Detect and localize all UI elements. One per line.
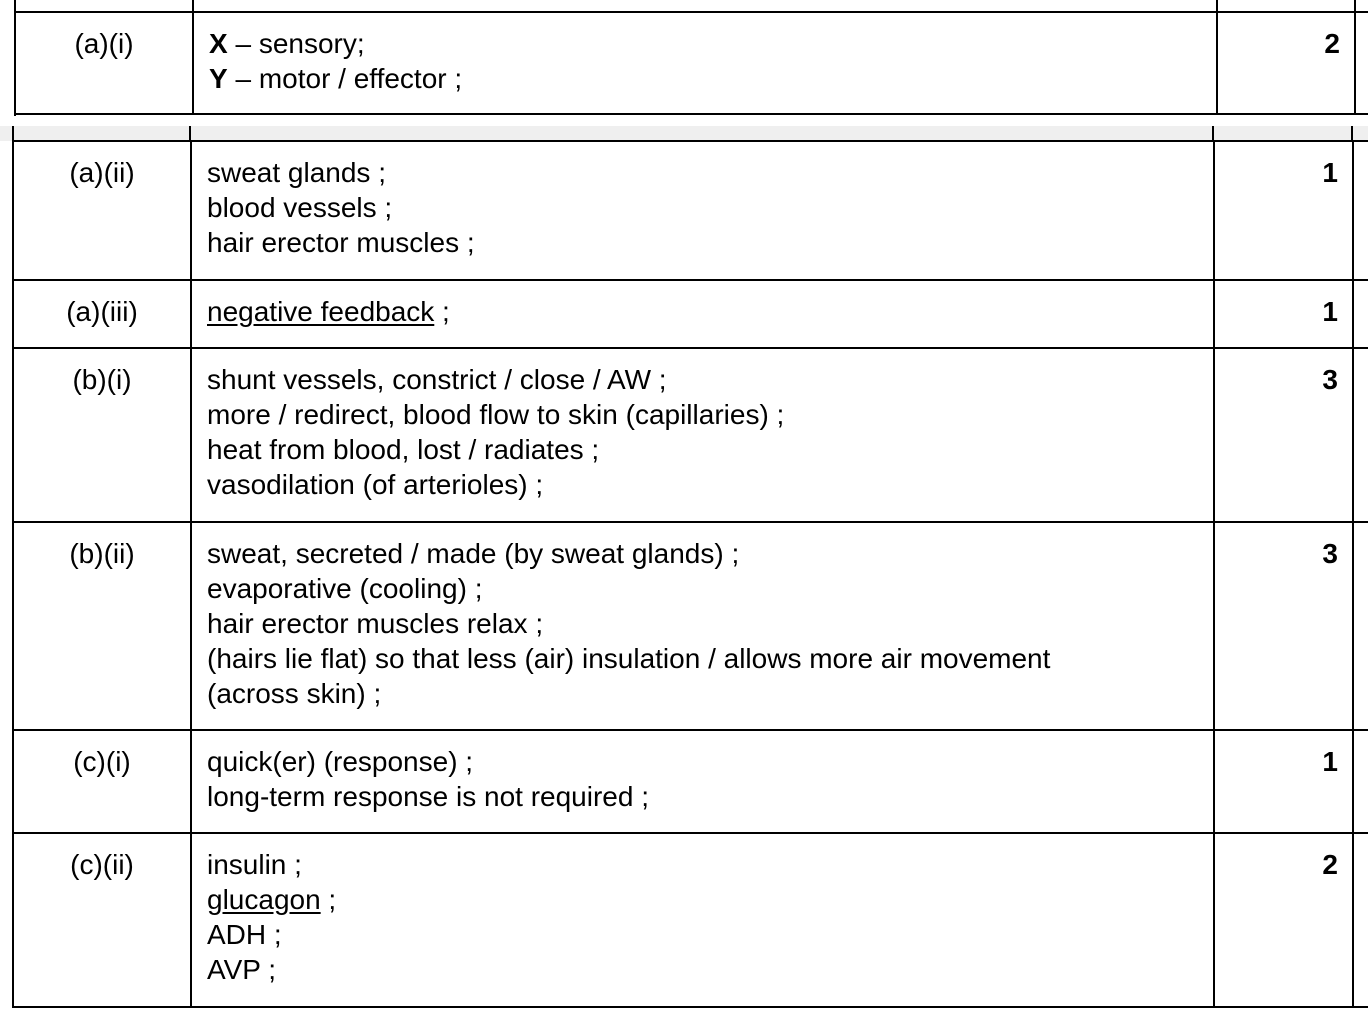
page-break-band xyxy=(0,126,1368,141)
table-row xyxy=(1,12,1368,114)
answer-line: quick(er) (response) ; xyxy=(207,746,474,777)
answer-cell xyxy=(191,141,1214,280)
answer-line: AVP ; xyxy=(207,954,277,985)
answer-line: shunt vessels, constrict / close / AW ; xyxy=(207,364,667,395)
answer-line: X – sensory; xyxy=(209,28,365,59)
answer-line: sweat, secreted / made (by sweat glands) ; xyxy=(207,538,740,569)
answer-cell xyxy=(191,348,1214,522)
mark-value: 1 xyxy=(1214,141,1353,280)
answer-line: (hairs lie flat) so that less (air) insulation / allows more air movement xyxy=(207,643,1051,674)
answer-line: (across skin) ; xyxy=(207,678,382,709)
question-number: (a)(ii) xyxy=(13,141,191,280)
answer-cell xyxy=(191,280,1214,348)
table-row xyxy=(13,280,1368,348)
answer-line: evaporative (cooling) ; xyxy=(207,573,483,604)
answer-line: ADH ; xyxy=(207,919,282,950)
answer-line: hair erector muscles ; xyxy=(207,227,475,258)
question-number: (b)(ii) xyxy=(13,522,191,730)
mark-value: 1 xyxy=(1214,280,1353,348)
answer-line: insulin ; xyxy=(207,849,302,880)
question-number: (c)(ii) xyxy=(13,833,191,1007)
mark-scheme-table xyxy=(12,140,1368,1008)
question-number: (a)(iii) xyxy=(13,280,191,348)
mark-value: 1 xyxy=(1214,730,1353,833)
answer-line: Y – motor / effector ; xyxy=(209,63,463,94)
answer-cell xyxy=(191,833,1214,1007)
question-number: (c)(i) xyxy=(13,730,191,833)
table-row xyxy=(13,348,1368,522)
table-row xyxy=(13,730,1368,833)
table-row xyxy=(13,141,1368,280)
guidance-cell xyxy=(1355,12,1368,114)
table-border-left xyxy=(14,0,16,116)
table-row-top-strip xyxy=(1,0,1368,12)
guidance-cell xyxy=(1353,730,1368,833)
key-term: glucagon xyxy=(207,884,321,915)
table-row xyxy=(13,522,1368,730)
answer-line: blood vessels ; xyxy=(207,192,393,223)
guidance-cell xyxy=(1353,348,1368,522)
mark-value: 3 xyxy=(1214,522,1353,730)
guidance-cell xyxy=(1353,833,1368,1007)
mark-scheme-table-top xyxy=(0,0,1368,115)
answer-line: negative feedback ; xyxy=(207,296,450,327)
guidance-cell xyxy=(1353,141,1368,280)
answer-line: more / redirect, blood flow to skin (capillaries) ; xyxy=(207,399,785,430)
answer-line: hair erector muscles relax ; xyxy=(207,608,544,639)
guidance-cell xyxy=(1353,522,1368,730)
answer-line: vasodilation (of arterioles) ; xyxy=(207,469,544,500)
key-term: negative feedback xyxy=(207,296,435,327)
answer-line: heat from blood, lost / radiates ; xyxy=(207,434,600,465)
answer-line: sweat glands ; xyxy=(207,157,386,188)
answer-cell xyxy=(191,522,1214,730)
answer-line: glucagon ; xyxy=(207,884,337,915)
question-number: (a)(i) xyxy=(1,12,193,114)
mark-value: 2 xyxy=(1214,833,1353,1007)
question-number: (b)(i) xyxy=(13,348,191,522)
guidance-cell xyxy=(1353,280,1368,348)
answer-cell xyxy=(191,730,1214,833)
page-margin-left xyxy=(0,0,14,117)
answer-cell xyxy=(193,12,1217,114)
mark-value: 3 xyxy=(1214,348,1353,522)
answer-line: long-term response is not required ; xyxy=(207,781,649,812)
mark-value: 2 xyxy=(1217,12,1355,114)
table-row xyxy=(13,833,1368,1007)
